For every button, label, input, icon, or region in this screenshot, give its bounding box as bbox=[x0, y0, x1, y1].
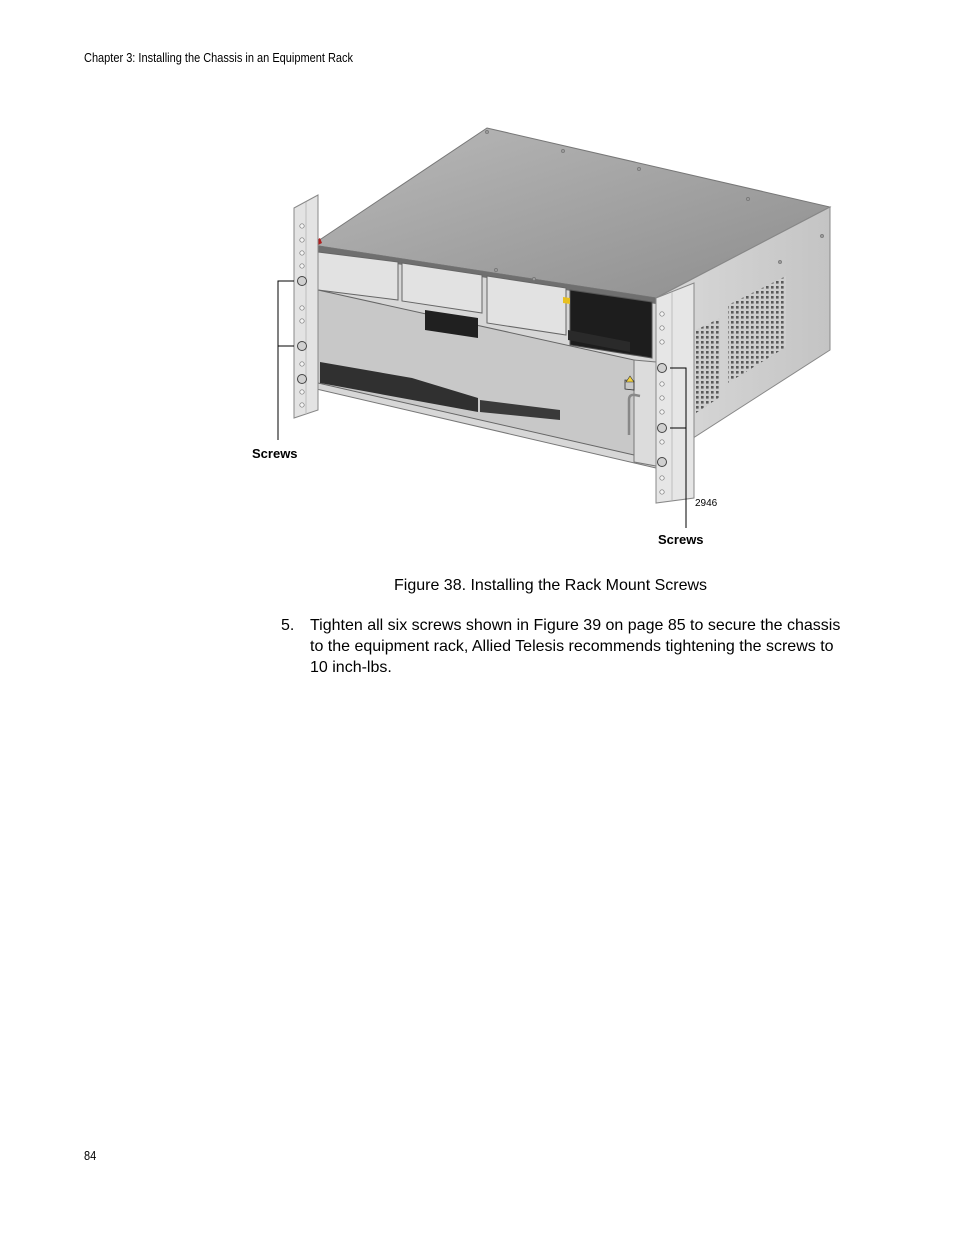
drawing-number: 2946 bbox=[695, 498, 718, 509]
step-number: 5. bbox=[281, 617, 295, 634]
side-vents bbox=[696, 318, 720, 413]
screws-callout-right: Screws bbox=[658, 532, 704, 547]
page-number: 84 bbox=[84, 1149, 97, 1163]
procedure-step bbox=[281, 615, 841, 678]
figure-caption: Figure 38. Installing the Rack Mount Screws bbox=[394, 577, 708, 594]
step-text: Tighten all six screws shown in Figure 39 on page 85 to secure the chassis to the equipment rack, Allied Telesis recommends tightening the screws to 10 inch-lbs. bbox=[310, 617, 841, 676]
callout-leader bbox=[278, 281, 294, 440]
chassis-rack-illustration bbox=[240, 120, 840, 560]
running-head: Chapter 3: Installing the Chassis in an Equipment Rack bbox=[84, 51, 354, 65]
screws-callout-left: Screws bbox=[252, 446, 298, 461]
